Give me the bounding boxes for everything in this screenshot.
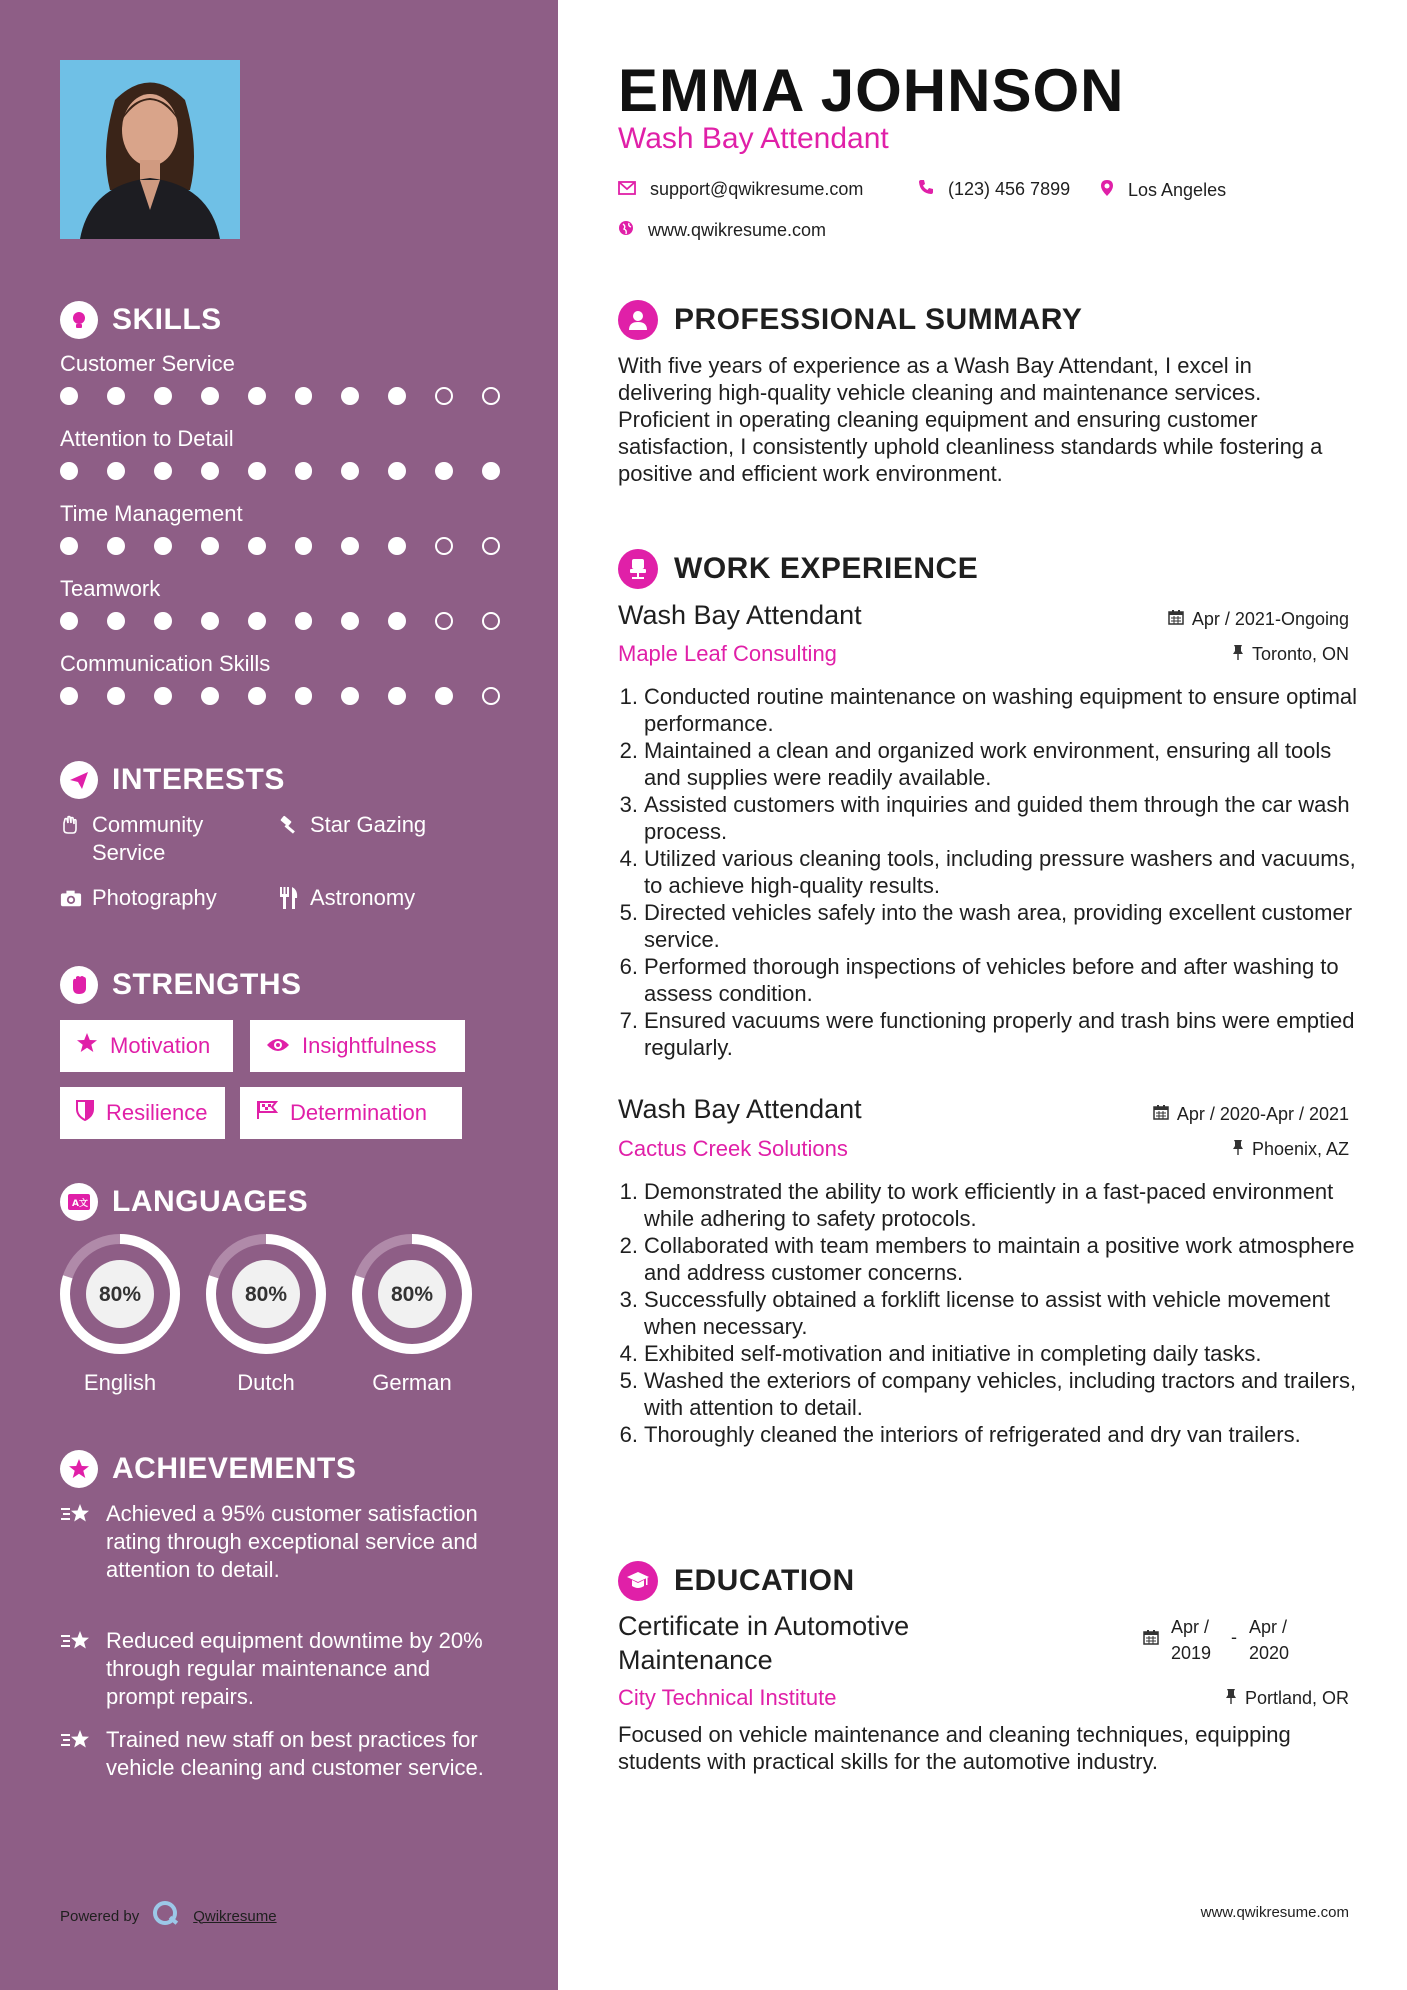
responsibility-item	[618, 683, 1358, 737]
calendar-icon	[1153, 1104, 1169, 1125]
shooting-star-icon	[60, 1726, 94, 1782]
job-title: Wash Bay Attendant	[618, 1094, 862, 1124]
responsibility-item	[618, 1286, 1358, 1340]
responsibility-text: Assisted customers with inquiries and guided them through the car wash process.	[644, 792, 1350, 844]
language-percent: 80%	[390, 1283, 434, 1306]
contact-email: support@qwikresume.com	[618, 179, 863, 200]
skill-dot-filled	[388, 462, 406, 480]
strengths-heading: STRENGTHS	[60, 966, 302, 1004]
interest-photography: Photography	[60, 884, 217, 912]
responsibility-item	[618, 1340, 1358, 1367]
skill-dot-empty	[435, 612, 453, 630]
interest-community-service: Community Service	[60, 811, 260, 867]
skill-dot-filled	[341, 537, 359, 555]
list-number: 6.	[619, 954, 638, 979]
skill-dot-filled	[295, 462, 313, 480]
job-dates: Apr / 2021-Ongoing	[1168, 609, 1349, 630]
job-dates: Apr / 2020-Apr / 2021	[1153, 1104, 1349, 1125]
graduation-cap-icon	[618, 1561, 658, 1601]
skill-dot-filled	[482, 462, 500, 480]
globe-icon	[618, 220, 634, 241]
skill-dot-filled	[388, 537, 406, 555]
skill-dot-filled	[107, 387, 125, 405]
skill-dot-filled	[248, 462, 266, 480]
job-company: Cactus Creek Solutions	[618, 1136, 848, 1161]
skill-dot-filled	[388, 387, 406, 405]
skill-dot-filled	[201, 687, 219, 705]
skill-dot-filled	[341, 387, 359, 405]
skill-dot-filled	[435, 687, 453, 705]
education-start: Apr / 2019	[1171, 1617, 1212, 1663]
skill-dot-filled	[107, 687, 125, 705]
language-progress-ring	[351, 1233, 473, 1355]
responsibility-item	[618, 899, 1358, 953]
achievement-item: Reduced equipment downtime by 20% through regular maintenance and prompt repairs.	[60, 1627, 500, 1711]
strength-resilience: Resilience	[60, 1087, 225, 1139]
responsibility-item	[618, 791, 1358, 845]
skill-dot-filled	[107, 462, 125, 480]
skill-rating	[60, 387, 500, 405]
education-location: Portland, OR	[1225, 1688, 1349, 1709]
footer-website[interactable]: www.qwikresume.com	[1200, 1904, 1349, 1921]
camera-icon	[60, 884, 82, 912]
language-german: 80% German	[351, 1233, 473, 1396]
skill-dot-filled	[201, 537, 219, 555]
list-number: 2.	[619, 738, 638, 763]
responsibility-item	[618, 1367, 1358, 1421]
education-end: Apr / 2020	[1249, 1617, 1290, 1663]
language-percent: 80%	[244, 1283, 288, 1306]
skill-dot-filled	[107, 537, 125, 555]
skill-dot-filled	[60, 537, 78, 555]
contact-phone: (123) 456 7899	[918, 179, 1070, 200]
skill-communication: Communication Skills	[60, 651, 500, 705]
skill-dot-filled	[388, 687, 406, 705]
interest-astronomy: Astronomy	[278, 884, 415, 912]
strength-determination: Determination	[240, 1087, 462, 1139]
skill-rating	[60, 687, 500, 705]
skill-dot-empty	[482, 612, 500, 630]
language-english: 80% English	[59, 1233, 181, 1396]
job-responsibilities	[618, 683, 1358, 1061]
responsibility-text: Successfully obtained a forklift license to assist with vehicle movement when necessary.	[644, 1287, 1330, 1339]
education-school: City Technical Institute	[618, 1685, 837, 1710]
education-dates	[1143, 1614, 1297, 1666]
skill-dot-filled	[154, 612, 172, 630]
responsibility-text: Directed vehicles safely into the wash area, providing excellent customer service.	[644, 900, 1353, 952]
achievements-heading: ACHIEVEMENTS	[60, 1450, 356, 1488]
language-progress-ring	[205, 1233, 327, 1355]
responsibility-text: Maintained a clean and organized work environment, ensuring all tools and supplies were readily available.	[644, 738, 1332, 790]
job-location: Toronto, ON	[1232, 644, 1349, 665]
language-icon	[60, 1183, 98, 1221]
education-description: Focused on vehicle maintenance and cleaning techniques, equipping students with practical skills for the automotive industry.	[618, 1722, 1291, 1774]
svg-text:A文: A文	[72, 1199, 88, 1209]
skill-dot-filled	[295, 687, 313, 705]
strength-insightfulness: Insightfulness	[250, 1020, 465, 1072]
achievement-item: Trained new staff on best practices for vehicle cleaning and customer service.	[60, 1726, 500, 1782]
list-number: 5.	[619, 1368, 638, 1393]
skill-dot-empty	[482, 387, 500, 405]
education-title: Certificate in Automotive Maintenance	[618, 1611, 910, 1675]
sidebar	[0, 0, 558, 1990]
responsibility-item	[618, 1232, 1358, 1286]
star-icon	[76, 1032, 98, 1060]
interest-star-gazing: Star Gazing	[278, 811, 426, 839]
map-pin-icon	[1100, 179, 1114, 202]
summary-heading: PROFESSIONAL SUMMARY	[618, 300, 1082, 340]
list-number: 4.	[619, 1341, 638, 1366]
star-badge-icon	[60, 1450, 98, 1488]
list-number: 3.	[619, 792, 638, 817]
skill-dot-filled	[388, 612, 406, 630]
list-number: 5.	[619, 900, 638, 925]
skill-teamwork: Teamwork	[60, 576, 500, 630]
responsibility-text: Collaborated with team members to maintain a positive work atmosphere and address customer concerns.	[644, 1233, 1355, 1285]
responsibility-text: Exhibited self-motivation and initiative in completing daily tasks.	[644, 1341, 1262, 1366]
paper-plane-icon	[60, 761, 98, 799]
shield-icon	[76, 1099, 94, 1127]
skill-dot-filled	[295, 537, 313, 555]
skill-dot-filled	[201, 462, 219, 480]
skill-dot-empty	[435, 387, 453, 405]
list-number: 6.	[619, 1422, 638, 1447]
qwikresume-link[interactable]: Qwikresume	[193, 1907, 277, 1925]
skill-attention-to-detail: Attention to Detail	[60, 426, 500, 480]
shooting-star-icon	[60, 1500, 94, 1584]
envelope-icon	[618, 179, 636, 200]
skill-dot-filled	[201, 387, 219, 405]
user-icon	[618, 300, 658, 340]
job-company: Maple Leaf Consulting	[618, 641, 837, 666]
responsibility-item	[618, 845, 1358, 899]
skill-dot-filled	[248, 612, 266, 630]
main-content	[558, 0, 1407, 1990]
skill-dot-filled	[248, 387, 266, 405]
skill-dot-filled	[248, 537, 266, 555]
responsibility-item	[618, 1178, 1358, 1232]
skill-rating	[60, 612, 500, 630]
candidate-name: EMMA JOHNSON	[618, 57, 1125, 124]
skill-dot-filled	[60, 462, 78, 480]
skill-dot-filled	[107, 612, 125, 630]
skill-rating	[60, 462, 500, 480]
responsibility-item	[618, 1421, 1358, 1448]
skill-customer-service: Customer Service	[60, 351, 500, 405]
skill-dot-filled	[60, 387, 78, 405]
skill-time-management: Time Management	[60, 501, 500, 555]
powered-by: Powered by Qwikresume	[60, 1900, 277, 1932]
skill-dot-filled	[201, 612, 219, 630]
skill-dot-filled	[248, 687, 266, 705]
skill-dot-empty	[482, 537, 500, 555]
skill-dot-filled	[341, 687, 359, 705]
skill-rating	[60, 537, 500, 555]
responsibility-item	[618, 953, 1358, 1007]
language-percent: 80%	[98, 1283, 142, 1306]
list-number: 7.	[619, 1008, 638, 1033]
skill-dot-filled	[60, 687, 78, 705]
skill-dot-empty	[435, 537, 453, 555]
interests-heading: INTERESTS	[60, 761, 285, 799]
skill-dot-filled	[154, 387, 172, 405]
calendar-icon	[1168, 609, 1184, 630]
calendar-icon	[1143, 1614, 1159, 1666]
skill-dot-filled	[435, 462, 453, 480]
job-title: Wash Bay Attendant	[618, 600, 862, 630]
skills-heading: SKILLS	[60, 301, 222, 339]
candidate-role: Wash Bay Attendant	[618, 122, 889, 155]
responsibility-text: Ensured vacuums were functioning properly and trash bins were emptied regularly.	[644, 1008, 1355, 1060]
responsibility-item	[618, 1007, 1358, 1061]
qwikresume-logo-icon	[151, 1900, 181, 1932]
pushpin-icon	[1232, 1139, 1244, 1160]
shooting-star-icon	[60, 1627, 94, 1711]
list-number: 1.	[619, 1179, 638, 1204]
skill-dot-filled	[154, 462, 172, 480]
contact-website: www.qwikresume.com	[618, 220, 826, 241]
skill-dot-empty	[482, 687, 500, 705]
responsibility-text: Conducted routine maintenance on washing equipment to ensure optimal performance.	[644, 684, 1358, 736]
responsibility-text: Performed thorough inspections of vehicles before and after washing to assess condition.	[644, 954, 1339, 1006]
language-dutch: 80% Dutch	[205, 1233, 327, 1396]
eye-icon	[266, 1033, 290, 1059]
language-progress-ring	[59, 1233, 181, 1355]
list-number: 2.	[619, 1233, 638, 1258]
languages-heading: A文 LANGUAGES	[60, 1183, 308, 1221]
responsibility-item	[618, 737, 1358, 791]
education-heading: EDUCATION	[618, 1561, 855, 1601]
skill-dot-filled	[154, 537, 172, 555]
responsibility-text: Demonstrated the ability to work efficiently in a fast-paced environment while adhering to safety protocols.	[644, 1179, 1334, 1231]
list-number: 1.	[619, 684, 638, 709]
experience-heading: WORK EXPERIENCE	[618, 549, 978, 589]
job-location: Phoenix, AZ	[1232, 1139, 1349, 1160]
fist-icon	[60, 966, 98, 1004]
skill-dot-filled	[341, 612, 359, 630]
profile-photo	[60, 60, 240, 239]
contact-location: Los Angeles	[1100, 179, 1226, 202]
flag-icon	[256, 1100, 278, 1126]
utensils-icon	[278, 884, 300, 912]
skill-dot-filled	[154, 687, 172, 705]
job-responsibilities	[618, 1178, 1358, 1448]
skill-dot-filled	[295, 612, 313, 630]
responsibility-text: Utilized various cleaning tools, including pressure washers and vacuums, to achieve high-quality results.	[644, 846, 1356, 898]
summary-text: With five years of experience as a Wash Bay Attendant, I excel in delivering high-quality vehicle cleaning and maintenance services. Proficient in operating cleaning equipment and ensuring customer satisfaction, I consistently uphold cleanliness standards while fostering a positive and efficient work environment.	[618, 353, 1323, 486]
list-number: 3.	[619, 1287, 638, 1312]
skill-dot-filled	[295, 387, 313, 405]
lightbulb-icon	[60, 301, 98, 339]
date-separator: -	[1231, 1627, 1237, 1647]
skill-dot-filled	[341, 462, 359, 480]
responsibility-text: Thoroughly cleaned the interiors of refrigerated and dry van trailers.	[644, 1422, 1301, 1447]
strength-motivation: Motivation	[60, 1020, 233, 1072]
skill-dot-filled	[60, 612, 78, 630]
list-number: 4.	[619, 846, 638, 871]
pushpin-icon	[1225, 1688, 1237, 1709]
achievement-item: Achieved a 95% customer satisfaction rating through exceptional service and attention to detail.	[60, 1500, 500, 1584]
hand-icon	[60, 811, 82, 839]
responsibility-text: Washed the exteriors of company vehicles, including tractors and trailers, with attention to detail.	[644, 1368, 1357, 1420]
pushpin-icon	[1232, 644, 1244, 665]
hammer-icon	[278, 811, 300, 839]
phone-icon	[918, 179, 934, 200]
office-chair-icon	[618, 549, 658, 589]
